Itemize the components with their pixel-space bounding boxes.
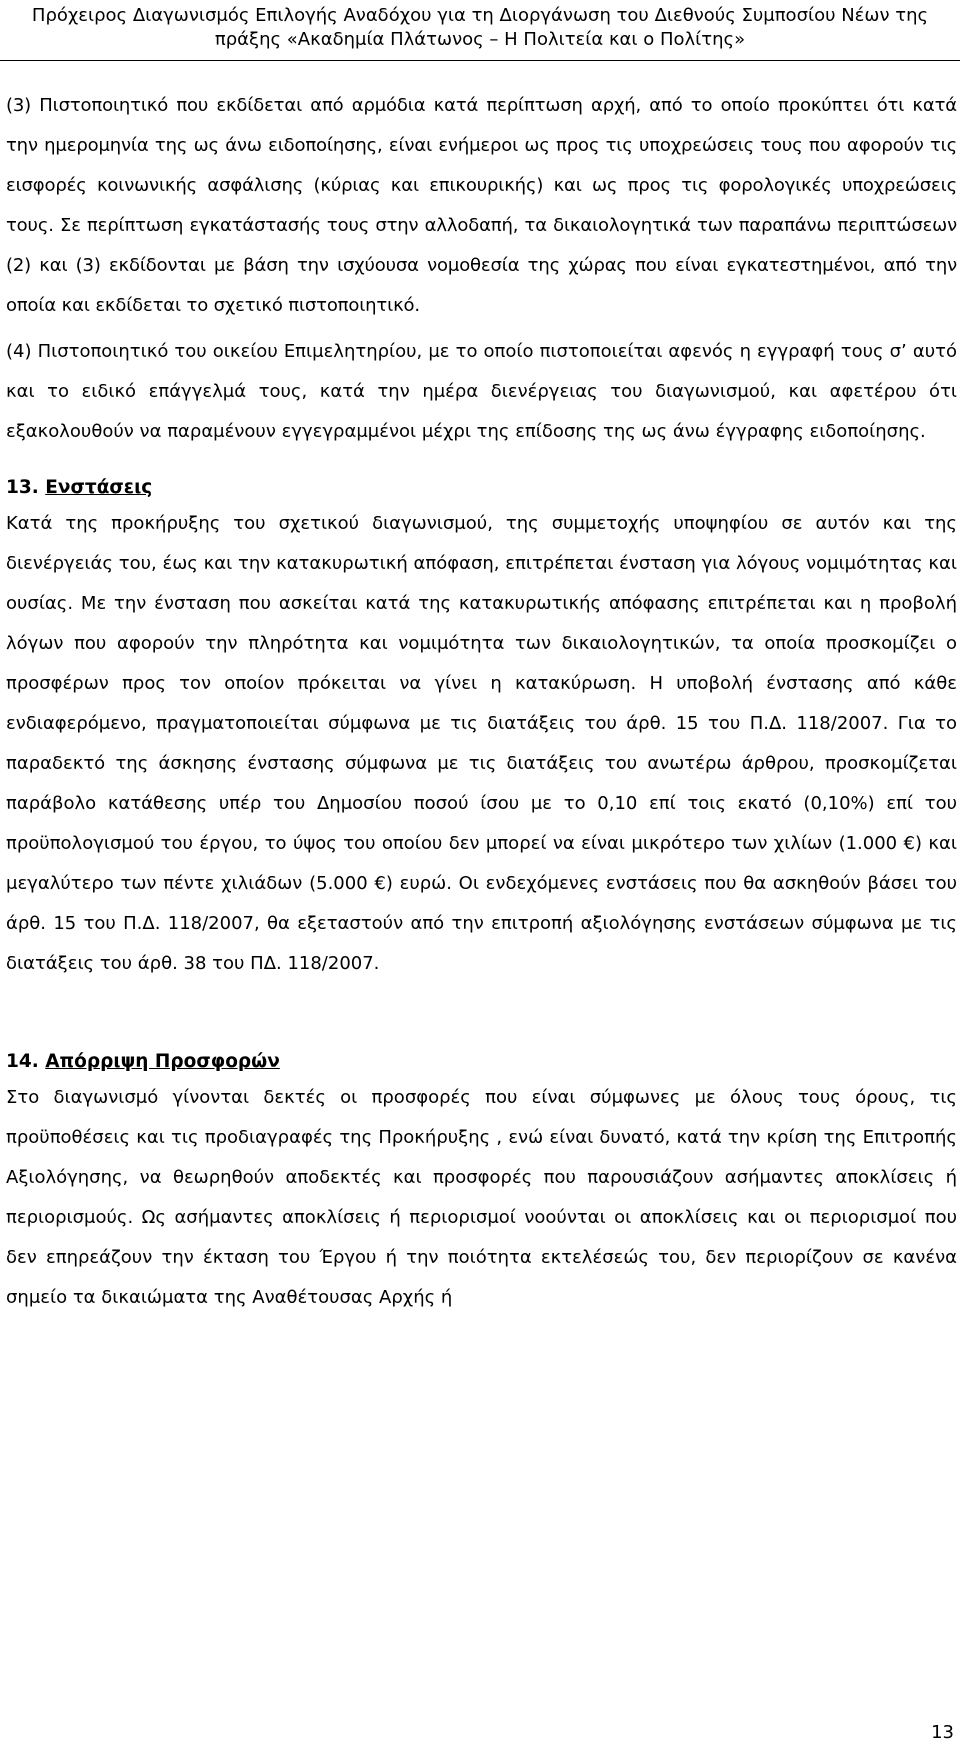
section-title: Απόρριψη Προσφορών <box>45 1051 280 1072</box>
section-heading <box>6 1046 957 1078</box>
page-number: 13 <box>931 1722 954 1743</box>
section-number: 14. <box>6 1051 39 1072</box>
section-body: Στο διαγωνισμό γίνονται δεκτές οι προσφορές που είναι σύμφωνες με όλους τους όρους, τις προϋποθέσεις και τις προδιαγραφές της Προκήρυξης , ενώ είναι δυνατό, κατά την κρίση της Επιτροπής Αξιολόγησης, να θεωρηθούν αποδεκτές και προσφορές που παρουσιάζουν ασήμαντες αποκλίσεις ή περιορισμούς. Ως ασήμαντες αποκλίσεις ή περιορισμοί νοούνται οι αποκλίσεις και οι περιορισμοί που δεν επηρεάζουν την έκταση του Έργου ή την ποιότητα εκτελέσεώς του, δεν περιορίζουν σε κανένα σημείο τα δικαιώματα της Αναθέτουσας Αρχής ή <box>6 1087 957 1308</box>
section-title: Ενστάσεις <box>45 477 153 498</box>
section-offer-rejection <box>6 1046 957 1318</box>
header-line-2: πράξης «Ακαδημία Πλάτωνος – Η Πολιτεία και ο Πολίτης» <box>214 29 746 50</box>
header-divider <box>0 60 960 61</box>
running-header <box>0 4 960 52</box>
section-heading <box>6 472 957 504</box>
section-number: 13. <box>6 477 39 498</box>
section-objections <box>6 472 957 984</box>
paragraph-item-3: (3) Πιστοποιητικό που εκδίδεται από αρμόδια κατά περίπτωση αρχή, από το οποίο προκύπτει ότι κατά την ημερομηνία της ως άνω ειδοποίησης, είναι ενήμεροι ως προς τις υποχρεώσεις τους που αφορούν τις εισφορές κοινωνικής ασφάλισης (κύριας και επικουρικής) και ως προς τις φορολογικές υποχρεώσεις τους. Σε περίπτωση εγκατάστασής τους στην αλλοδαπή, τα δικαιολογητικά των παραπάνω περιπτώσεων (2) και (3) εκδίδονται με βάση την ισχύουσα νομοθεσία της χώρας που είναι εγκατεστημένοι, από την οποία και εκδίδεται το σχετικό πιστοποιητικό. <box>6 95 957 316</box>
document-body <box>6 86 957 1318</box>
section-body: Κατά της προκήρυξης του σχετικού διαγωνισμού, της συμμετοχής υποψηφίου σε αυτόν και της διενέργειάς του, έως και την κατακυρωτική απόφαση, επιτρέπεται ένσταση για λόγους νομιμότητας και ουσίας. Με την ένσταση που ασκείται κατά της κατακυρωτικής απόφασης επιτρέπεται και η προβολή λόγων που αφορούν την πληρότητα και νομιμότητα των δικαιολογητικών, τα οποία προσκομίζει ο προσφέρων προς τον οποίον πρόκειται να γίνει η κατακύρωση. Η υποβολή ένστασης από κάθε ενδιαφερόμενο, πραγματοποιείται σύμφωνα με τις διατάξεις του άρθ. 15 του Π.Δ. 118/2007. Για το παραδεκτό της άσκησης ένστασης σύμφωνα με τις διατάξεις του ανωτέρω άρθρου, προσκομίζεται παράβολο κατάθεσης υπέρ του Δημοσίου ποσού ίσου με το 0,10 επί τοις εκατό (0,10%) επί του προϋπολογισμού του έργου, το ύψος του οποίου δεν μπορεί να είναι μικρότερο των χιλίων (1.000 €) και μεγαλύτερο των πέντε χιλιάδων (5.000 €) ευρώ. Οι ενδεχόμενες ενστάσεις που θα ασκηθούν βάσει του άρθ. 15 του Π.Δ. 118/2007, θα εξεταστούν από την επιτροπή αξιολόγησης ενστάσεων σύμφωνα με τις διατάξεις του άρθ. 38 του ΠΔ. 118/2007. <box>6 513 957 974</box>
header-line-1: Πρόχειρος Διαγωνισμός Επιλογής Αναδόχου για τη Διοργάνωση του Διεθνούς Συμποσίου Νέων της <box>31 5 929 26</box>
paragraph-item-4: (4) Πιστοποιητικό του οικείου Επιμελητηρίου, με το οποίο πιστοποιείται αφενός η εγγραφή τους σ’ αυτό και το ειδικό επάγγελμά τους, κατά την ημέρα διενέργειας του διαγωνισμού, και αφετέρου ότι εξακολουθούν να παραμένουν εγγεγραμμένοι μέχρι της επίδοσης της ως άνω έγγραφης ειδοποίησης. <box>6 341 957 442</box>
